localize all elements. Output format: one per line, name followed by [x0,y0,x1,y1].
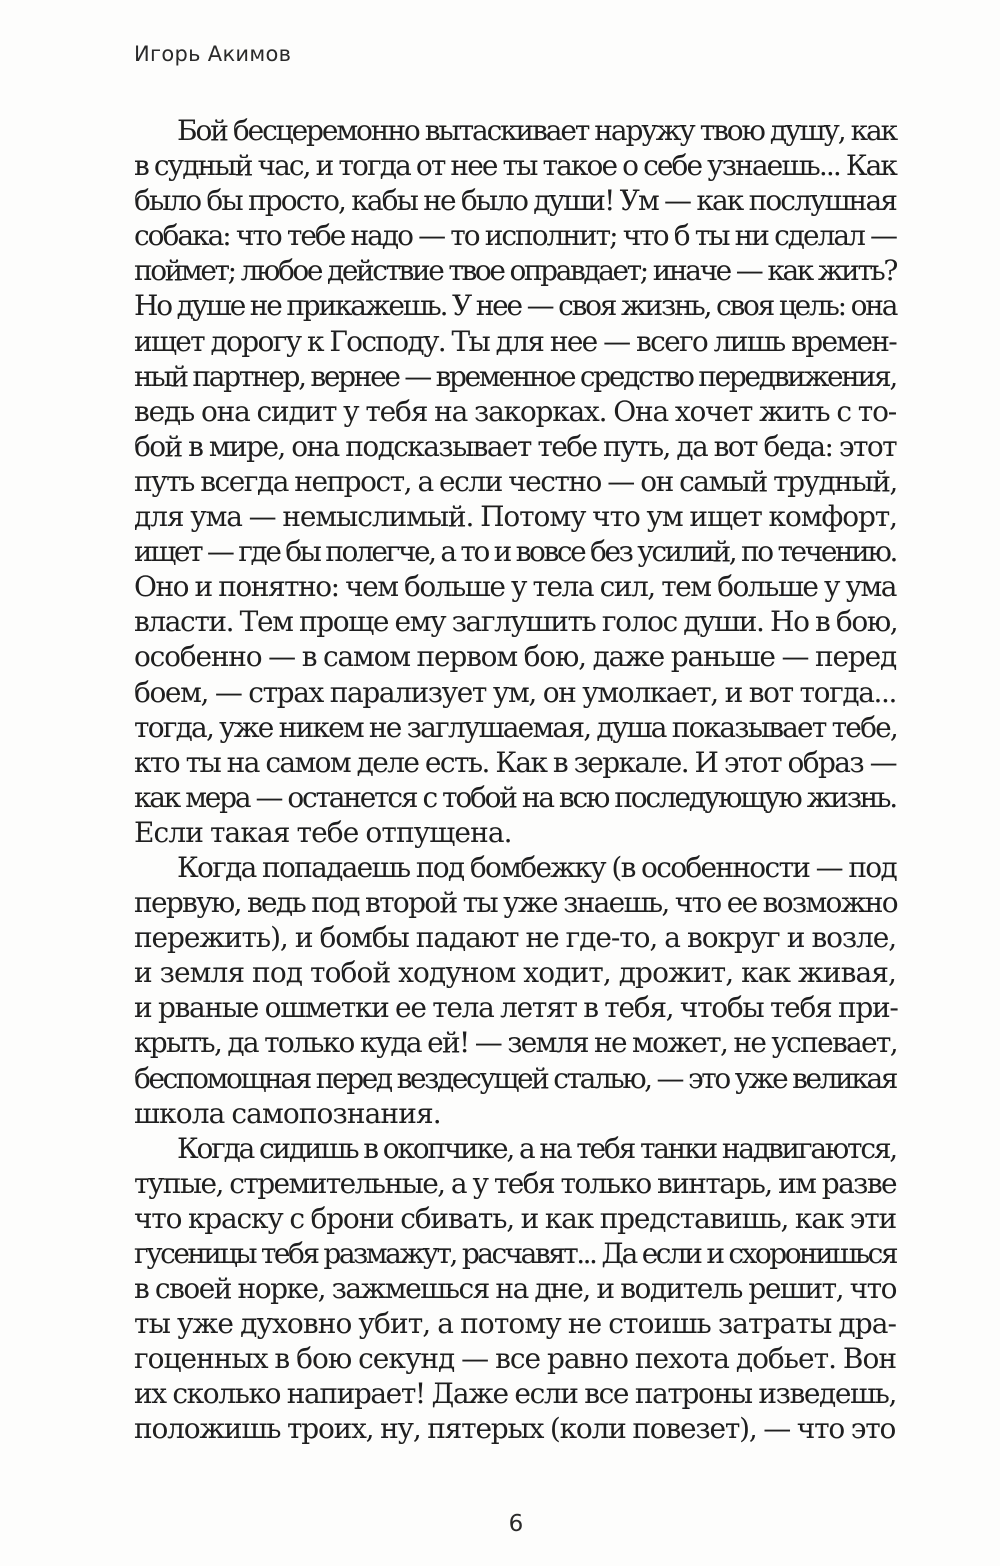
text-line: положишь троих, ну, пятерых (коли повезет), — что это [134,1412,896,1446]
text-line: и рваные ошметки ее тела летят в тебя, чтобы тебя при- [134,991,898,1025]
running-header-author: Игорь Акимов [134,42,292,66]
text-line: ты уже духовно убит, а потому не стоишь затраты дра- [134,1307,897,1341]
text-line: гоценных в бою секунд — все равно пехота добьет. Вон [134,1342,896,1376]
text-line: боем, — страх парализует ум, он умолкает, и вот тогда... [134,675,896,709]
body-text [134,113,896,1447]
text-line: пережить), и бомбы падают не где-то, а вокруг и возле, [134,921,896,955]
text-line: школа самопознания. [134,1096,441,1130]
text-line: первую, ведь под второй ты уже знаешь, что ее возможно [134,886,897,920]
text-line: кто ты на самом деле есть. Как в зеркале. И этот образ — [134,745,896,779]
page-number: 6 [508,1511,524,1537]
text-line: как мера — останется с тобой на всю последующую жизнь. [134,780,896,814]
text-line: Оно и понятно: чем больше у тела сил, тем больше у ума [134,570,896,604]
text-line: и земля под тобой ходуном ходит, дрожит, как живая, [134,956,896,990]
text-line: ищет — где бы полегче, а то и вовсе без усилий, по течению. [134,535,896,569]
text-line: гусеницы тебя размажут, расчавят... Да если и схоронишься [134,1237,896,1270]
text-line: путь всегда непрост, а если честно — он самый трудный, [134,464,897,498]
text-line: Когда сидишь в окопчике, а на тебя танки надвигаются, [177,1131,896,1165]
text-line: беспомощная перед вездесущей сталью, — это уже великая [134,1061,896,1095]
text-line: власти. Тем проще ему заглушить голос души. Но в бою, [134,605,898,639]
paragraph [134,113,896,850]
text-line: крыть, да только куда ей! — земля не может, не успевает, [134,1026,897,1060]
text-line: ищет дорогу к Господу. Ты для нее — всего лишь времен- [134,324,896,358]
text-line: ный партнер, вернее — временное средство передвижения, [134,359,896,393]
text-line: было бы просто, кабы не было души! Ум — как послушная [134,184,896,218]
text-line: тупые, стремительные, а у тебя только винтарь, им разве [134,1166,896,1200]
text-line: в судный час, и тогда от нее ты такое о себе узнаешь... Как [134,149,896,183]
text-line: Когда попадаешь под бомбежку (в особенности — под [177,850,896,884]
text-line: тогда, уже никем не заглушаемая, душа показывает тебе, [134,710,898,744]
text-line: их сколько напирает! Даже если все патроны изведешь, [134,1377,896,1411]
text-line: бой в мире, она подсказывает тебе путь, да вот беда: этот [134,429,896,463]
paragraph [134,1131,896,1447]
text-line: Бой бесцеремонно вытаскивает наружу твою душу, как [177,114,896,147]
text-line: особенно — в самом первом бою, даже раньше — перед [134,640,896,674]
text-line: собака: что тебе надо — то исполнит; что б ты ни сделал — [134,219,896,253]
text-line: поймет; любое действие твое оправдает; иначе — как жить? [134,254,896,288]
text-line: в своей норке, зажмешься на дне, и водитель решит, что [134,1272,896,1306]
text-line: Но душе не прикажешь. У нее — своя жизнь, своя цель: она [134,289,897,323]
text-line: ведь она сидит у тебя на закорках. Она хочет жить с то- [134,394,896,428]
text-line: что краску с брони сбивать, и как представишь, как эти [134,1201,896,1235]
text-line: для ума — немыслимый. Потому что ум ищет комфорт, [134,500,897,534]
paragraph [134,850,896,1131]
text-line: Если такая тебе отпущена. [134,815,512,849]
